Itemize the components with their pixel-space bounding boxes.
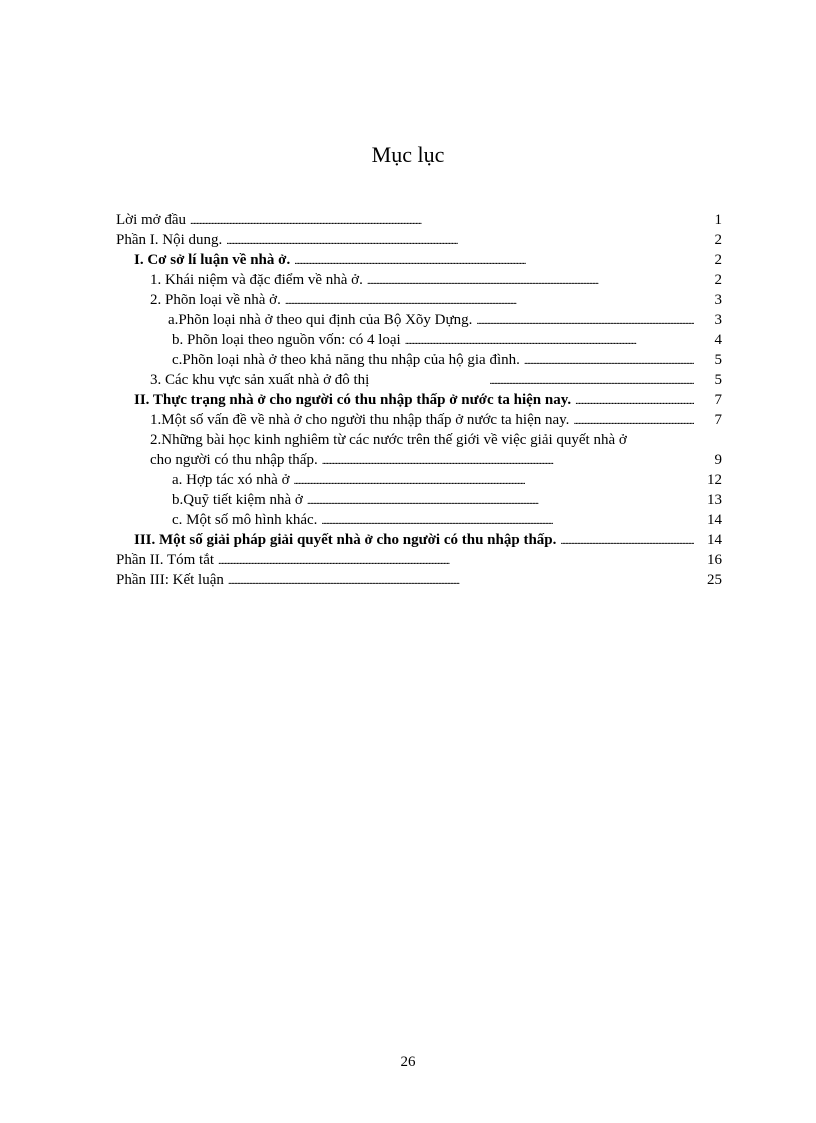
toc-entry-label: I. Cơ sở lí luận về nhà ở. (134, 252, 291, 268)
toc-entry-part-3[interactable] (116, 570, 722, 590)
toc-entry-1-2-a[interactable] (116, 310, 722, 330)
toc-entry-section-3[interactable] (116, 530, 722, 550)
toc-entry-page: 4 (714, 332, 722, 348)
dot-leader (405, 330, 694, 350)
toc-entry-label: a. Hợp tác xó nhà ở (172, 472, 290, 488)
toc-entry-page: 1 (714, 212, 722, 228)
toc-entry-page: 14 (707, 512, 722, 528)
toc-entry-section-1[interactable] (116, 250, 722, 270)
toc-entry-label: 1. Khái niệm và đặc điểm về nhà ở. (150, 272, 363, 288)
toc-title: Mục lục (371, 142, 445, 167)
dot-leader (573, 410, 694, 430)
toc-entry-label: cho người có thu nhập thấp. (150, 452, 318, 468)
toc-entry-label: c.Phõn loại nhà ở theo khả năng thu nhập của hộ gia đình. (172, 352, 520, 368)
dot-leader (489, 370, 694, 390)
toc-entry-page: 3 (714, 292, 722, 308)
dot-leader (285, 290, 694, 310)
dot-leader (307, 490, 694, 510)
toc-entry-page: 5 (714, 372, 722, 388)
table-of-contents (116, 210, 722, 590)
toc-entry-page: 2 (714, 232, 722, 248)
dot-leader (190, 210, 694, 230)
toc-entry-label: b. Phõn loại theo nguồn vốn: có 4 loại (172, 332, 401, 348)
toc-entry-label: Lời mở đầu (116, 212, 187, 228)
toc-entry-label: III. Một số giải pháp giải quyết nhà ở cho người có thu nhập thấp. (134, 532, 557, 548)
toc-entry-label: Phần III: Kết luận (116, 572, 224, 588)
toc-entry-page: 9 (714, 452, 722, 468)
toc-entry-1-2-c[interactable] (116, 350, 722, 370)
toc-entry-page: 25 (707, 572, 722, 588)
toc-entry-label: 3. Các khu vực sản xuất nhà ở đô thị (150, 372, 370, 388)
toc-entry-page: 3 (714, 312, 722, 328)
toc-entry-label: 2. Phõn loại về nhà ở. (150, 292, 281, 308)
toc-entry-page: 5 (714, 352, 722, 368)
dot-leader (321, 510, 694, 530)
toc-entry-2-2-c[interactable] (116, 510, 722, 530)
toc-entry-1-1[interactable] (116, 270, 722, 290)
toc-entry-label: II. Thực trạng nhà ở cho người có thu nhập thấp ở nước ta hiện nay. (134, 392, 572, 408)
dot-leader (476, 310, 694, 330)
toc-entry-page: 13 (707, 492, 722, 508)
dot-leader (524, 350, 694, 370)
toc-entry-label: Phần I. Nội dung. (116, 232, 223, 248)
toc-entry-intro[interactable] (116, 210, 722, 230)
toc-entry-page: 2 (714, 252, 722, 268)
toc-entry-2-2[interactable] (116, 430, 722, 470)
dot-leader (560, 530, 694, 550)
toc-entry-label: b.Quỹ tiết kiệm nhà ở (172, 492, 303, 508)
dot-leader (218, 550, 694, 570)
toc-entry-part-1[interactable] (116, 230, 722, 250)
toc-entry-page: 2 (714, 272, 722, 288)
toc-entry-2-2-a[interactable] (116, 470, 722, 490)
toc-entry-label: a.Phõn loại nhà ở theo qui định của Bộ Xõy Dựng. (168, 312, 473, 328)
toc-entry-1-3[interactable] (116, 370, 722, 390)
toc-entry-2-1[interactable] (116, 410, 722, 430)
toc-entry-label: 1.Một số vấn đề về nhà ở cho người thu nhập thấp ở nước ta hiện nay. (150, 412, 570, 428)
toc-entry-1-2-b[interactable] (116, 330, 722, 350)
page-number: 26 (400, 1054, 416, 1070)
toc-entry-label-line1: 2.Những bài học kinh nghiêm từ các nước trên thế giới về việc giải quyết nhà ở (150, 432, 627, 448)
toc-entry-section-2[interactable] (116, 390, 722, 410)
toc-entry-label: Phần II. Tóm tắt (116, 552, 215, 568)
toc-entry-label: c. Một số mô hình khác. (172, 512, 318, 528)
dot-leader (294, 470, 695, 490)
toc-entry-page: 14 (707, 532, 722, 548)
toc-entry-1-2[interactable] (116, 290, 722, 310)
dot-leader (367, 270, 694, 290)
dot-leader (228, 570, 694, 590)
toc-entry-page: 16 (707, 552, 722, 568)
toc-entry-page: 7 (714, 392, 722, 408)
dot-leader (226, 230, 694, 250)
dot-leader (322, 450, 694, 470)
toc-entry-page: 7 (714, 412, 722, 428)
dot-leader (575, 390, 694, 410)
dot-leader (294, 250, 694, 270)
toc-entry-2-2-b[interactable] (116, 490, 722, 510)
toc-entry-page: 12 (707, 472, 722, 488)
toc-entry-part-2[interactable] (116, 550, 722, 570)
